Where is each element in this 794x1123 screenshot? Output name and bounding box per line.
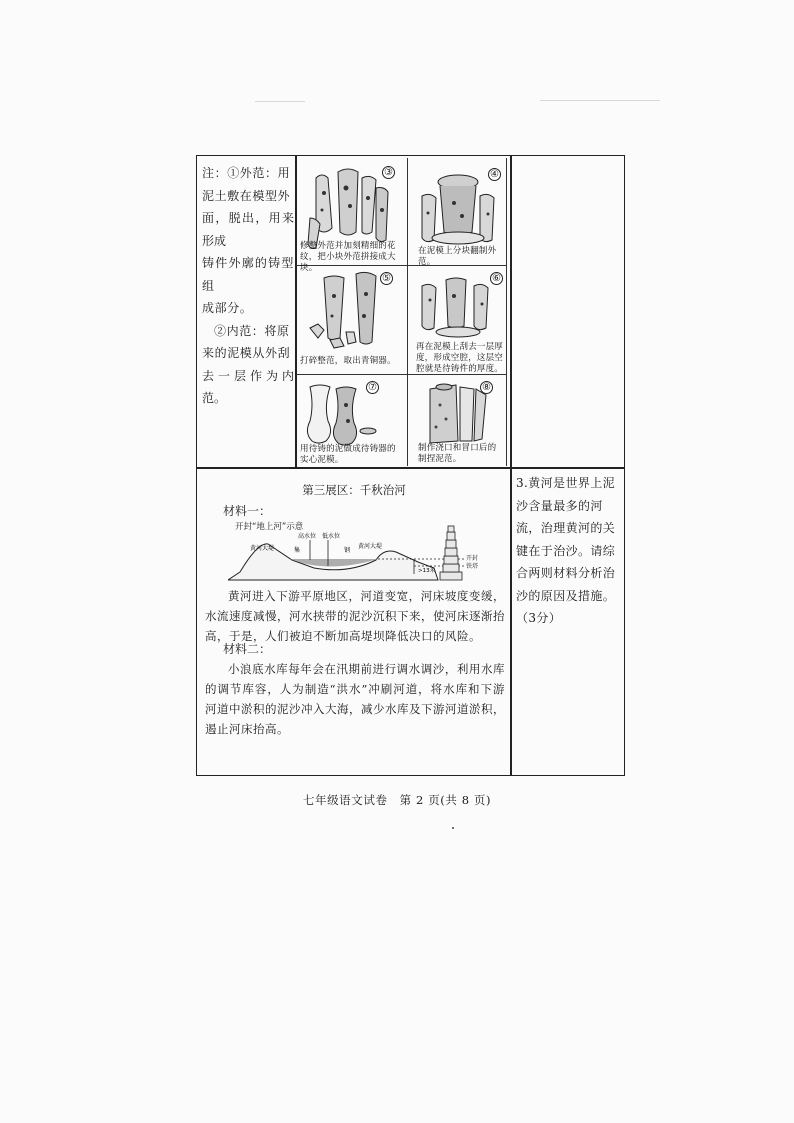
step-number: ⑥	[490, 272, 503, 285]
diagram-label: 黄河大堤	[250, 545, 275, 552]
diagram-title: 开封“地上河”示意	[235, 522, 304, 532]
note-line: 面，脱出，用来形成	[202, 211, 294, 248]
diagram-label: 钢	[344, 547, 351, 554]
step-cell-5	[296, 266, 408, 375]
step-number: ⑧	[480, 381, 493, 394]
material-2-paragraph: 小浪底水库每年会在汛期前进行调水调沙，利用水库的调节库容，人为制造“洪水”冲刷河道，将水库和下游河道中淤积的泥沙冲入大海，减少水库及下游河道淤积，遏止河床抬高。	[205, 662, 505, 736]
diagram-label: 低水位	[322, 533, 341, 540]
step-number: ⑦	[366, 381, 379, 394]
diagram-label: 黄河大堤	[358, 543, 383, 550]
note-line: ②内范：将原	[214, 323, 290, 338]
scan-dot	[452, 827, 454, 829]
note-line: 来的泥模从外刮	[202, 346, 291, 360]
step-number: ④	[488, 168, 501, 181]
material-1-text	[205, 586, 505, 646]
note-line: 成部分。	[202, 301, 253, 315]
step-caption: 用待铸的泥做成待铸器的实心泥模。	[300, 444, 396, 465]
step-cell-4	[408, 158, 507, 266]
material-2-label: 材料二：	[223, 642, 272, 656]
scan-mark	[255, 101, 305, 102]
material-2-text	[205, 659, 505, 739]
section-title: 第三展区：千秋治河	[302, 483, 406, 497]
step-cell-7	[296, 375, 408, 466]
material-1-label: 材料一：	[223, 504, 272, 518]
material-1-paragraph: 黄河进入下游平原地区，河道变宽，河床坡度变缓，水流速度减慢，河水挟带的泥沙沉积下来，使河床逐渐抬高，于是，人们被迫不断加高堤坝降低决口的风险。	[205, 589, 505, 643]
step-cell-8	[408, 375, 507, 466]
step-cell-3	[296, 158, 408, 273]
page-footer: 七年级语文试卷 第 2 页(共 8 页)	[302, 793, 492, 807]
table-divider	[510, 155, 512, 776]
step-cell-6	[408, 266, 507, 375]
note-text	[202, 162, 294, 410]
above-ground-river-diagram	[228, 522, 476, 584]
step-caption: 打碎整范，取出青铜器。	[300, 356, 396, 366]
diagram-label: 高水位	[298, 533, 317, 540]
note-line: 注：①外范：用	[202, 166, 291, 180]
note-line: 铸件外廓的铸型组	[202, 256, 294, 293]
step-caption: 修整外范并加刻精细的花纹，把小块外范拼接成大块。	[300, 241, 396, 273]
table-divider	[196, 467, 625, 469]
step-caption: 再在泥模上刮去一层厚度，形成空腔，这层空腔就是待铸件的厚度。	[416, 342, 504, 374]
diagram-label: 集	[294, 547, 301, 554]
step-number: ③	[382, 166, 395, 179]
step-caption: 制作浇口和冒口后的制捏泥范。	[418, 443, 497, 464]
diagram-tower-label: 开封铁塔	[466, 555, 479, 570]
question-3: 3.黄河是世界上泥沙含量最多的河流，治理黄河的关键在于治沙。请综合两则材料分析治沙的原因及措施。（3分）	[516, 476, 616, 625]
casting-steps-grid	[296, 158, 507, 466]
note-line: 泥土敷在模型外	[202, 188, 291, 203]
step-caption: 在泥模上分块翻制外范。	[418, 246, 497, 267]
note-line: 去一层作为内范。	[202, 368, 294, 405]
scan-mark	[540, 100, 660, 101]
step-number: ⑤	[380, 272, 393, 285]
diagram-label: >13米	[418, 568, 436, 574]
